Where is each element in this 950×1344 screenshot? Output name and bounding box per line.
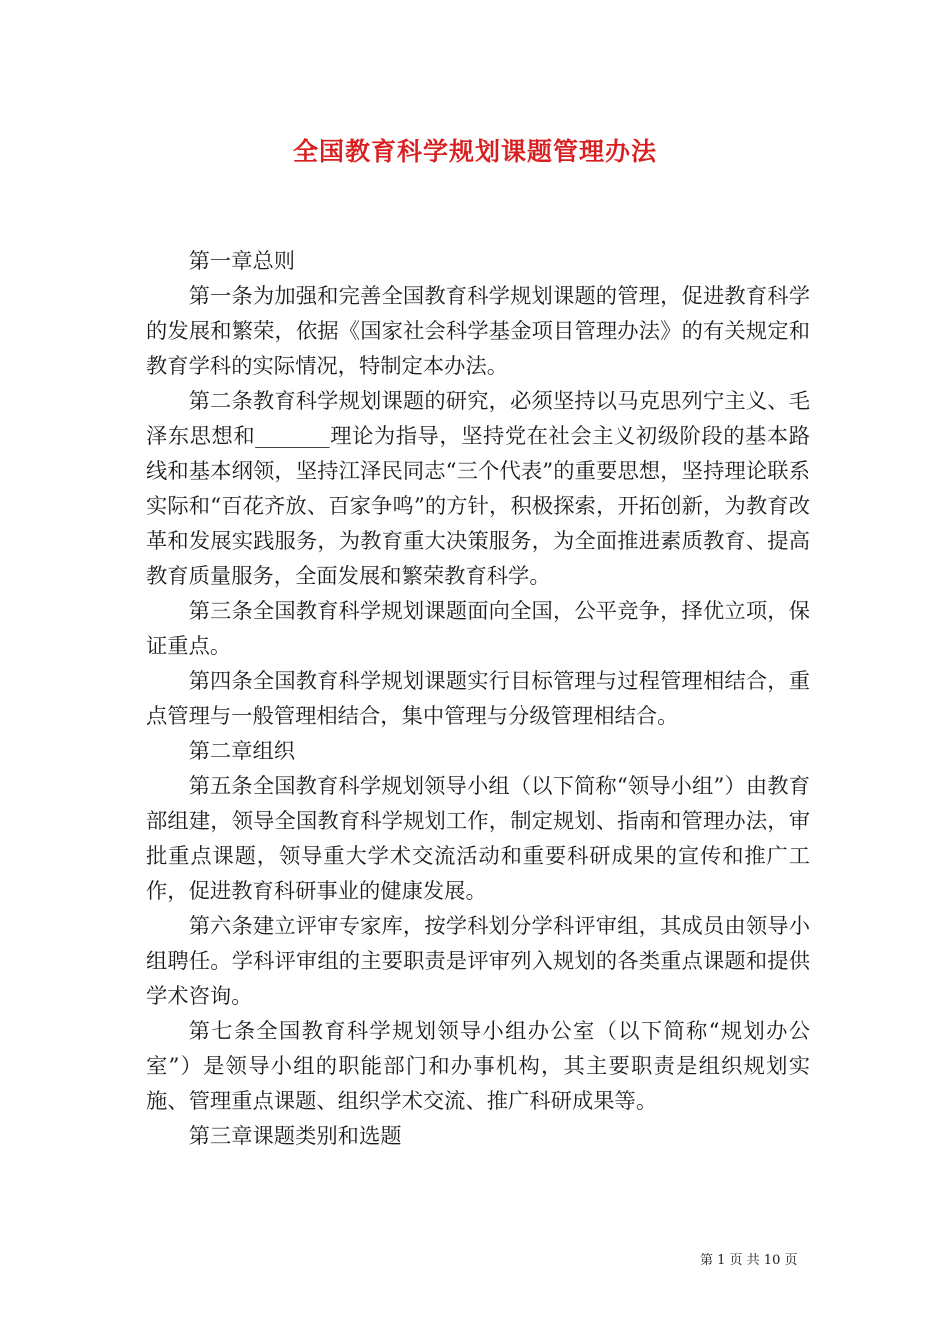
article-paragraph: 第七条全国教育科学规划领导小组办公室（以下简称“规划办公室”）是领导小组的职能部门和办事机构，其主要职责是组织规划实施、管理重点课题、组织学术交流、推广科研成果等。 (146, 1019, 810, 1114)
article-paragraph: 第二条教育科学规划课题的研究，必须坚持以马克思列宁主义、毛泽东思想和_______理论为指导，坚持党在社会主义初级阶段的基本路线和基本纲领，坚持江泽民同志“三个代表”的重要思想，坚持理论联系实际和“百花齐放、百家争鸣”的方针，积极探索，开拓创新，为教育改革和发展实践服务，为教育重大决策服务，为全面推进素质教育、提高教育质量服务，全面发展和繁荣教育科学。 (146, 389, 810, 589)
chapter-heading: 第二章组织 (188, 739, 296, 764)
chapter-heading: 第三章课题类别和选题 (188, 1124, 402, 1149)
article-paragraph: 第三条全国教育科学规划课题面向全国，公平竞争，择优立项，保证重点。 (146, 599, 810, 659)
page-number-footer: 第 1 页 共 10 页 (700, 1253, 798, 1268)
article-paragraph: 第四条全国教育科学规划课题实行目标管理与过程管理相结合，重点管理与一般管理相结合，集中管理与分级管理相结合。 (146, 669, 810, 729)
document-body (146, 244, 810, 1154)
chapter-heading: 第一章总则 (188, 249, 296, 274)
article-paragraph: 第六条建立评审专家库，按学科划分学科评审组，其成员由领导小组聘任。学科评审组的主要职责是评审列入规划的各类重点课题和提供学术咨询。 (146, 914, 810, 1009)
article-paragraph: 第一条为加强和完善全国教育科学规划课题的管理，促进教育科学的发展和繁荣，依据《国家社会科学基金项目管理办法》的有关规定和教育学科的实际情况，特制定本办法。 (146, 284, 810, 379)
article-paragraph: 第五条全国教育科学规划领导小组（以下简称“领导小组”）由教育部组建，领导全国教育科学规划工作，制定规划、指南和管理办法，审批重点课题，领导重大学术交流活动和重要科研成果的宣传和推广工作，促进教育科研事业的健康发展。 (146, 774, 810, 904)
document-title: 全国教育科学规划课题管理办法 (292, 137, 657, 166)
